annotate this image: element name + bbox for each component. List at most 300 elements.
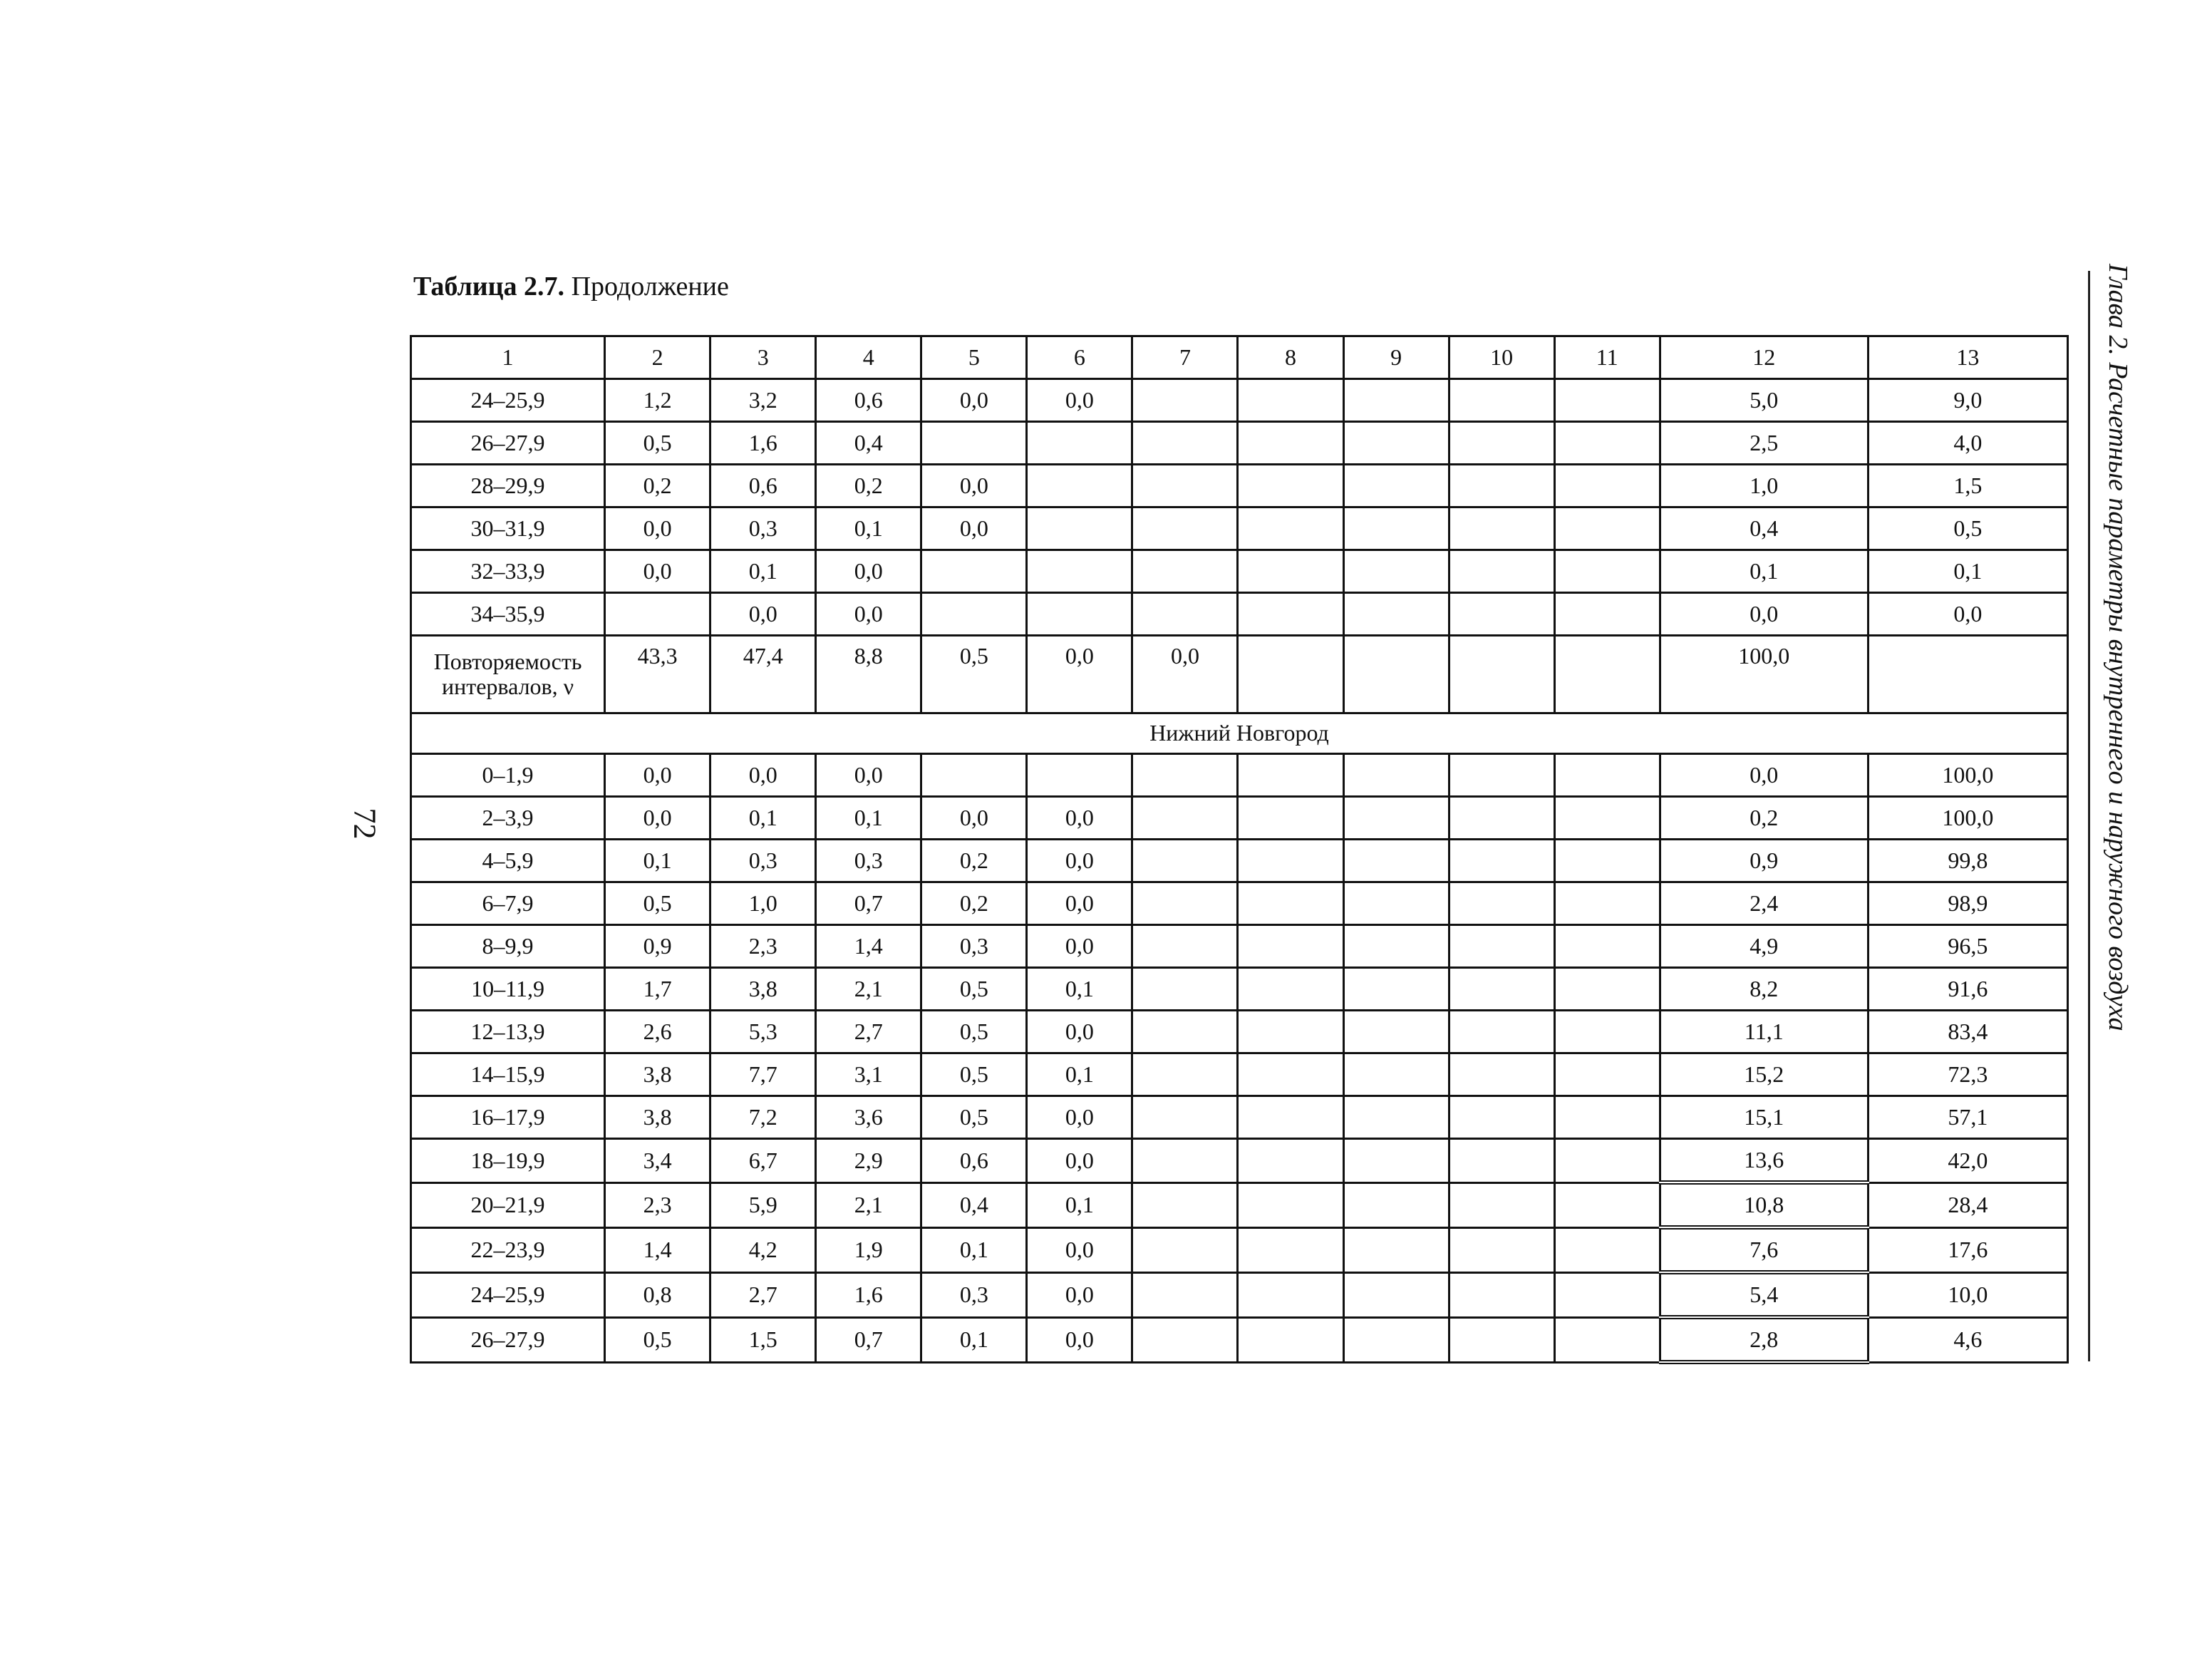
table-cell-col-5: 0,4 — [921, 1182, 1027, 1227]
header-row — [411, 336, 2068, 379]
row-label-cell: 20–21,9 — [411, 1182, 605, 1227]
table-cell-col-2: 0,1 — [605, 840, 710, 882]
table-row — [411, 1272, 2068, 1317]
table-cell-col-6: 0,1 — [1027, 1053, 1132, 1096]
table-cell-col-10 — [1449, 968, 1554, 1011]
table-cell-col-11 — [1554, 636, 1660, 713]
table-row — [411, 1011, 2068, 1053]
chapter-rule — [2088, 271, 2090, 1361]
table-cell-col-10 — [1449, 507, 1554, 550]
table-cell-col-6: 0,0 — [1027, 882, 1132, 925]
row-label-cell: 14–15,9 — [411, 1053, 605, 1096]
table-cell-col-2: 1,2 — [605, 379, 710, 422]
table-cell-col-12: 0,9 — [1660, 840, 1868, 882]
table-cell-col-13: 4,0 — [1868, 422, 2067, 465]
table-cell-col-4: 3,6 — [816, 1096, 921, 1139]
table-cell-col-6 — [1027, 465, 1132, 507]
table-cell-col-12: 13,6 — [1660, 1139, 1868, 1183]
table-cell-col-8 — [1238, 1096, 1343, 1139]
table-cell-col-8 — [1238, 1182, 1343, 1227]
table-cell-col-6: 0,0 — [1027, 1317, 1132, 1362]
table-row — [411, 882, 2068, 925]
table-row — [411, 797, 2068, 840]
table-cell-col-8 — [1238, 1227, 1343, 1272]
table-cell-col-4: 4 — [816, 336, 921, 379]
table-cell-col-6 — [1027, 422, 1132, 465]
table-cell-col-13: 1,5 — [1868, 465, 2067, 507]
table-cell-col-11 — [1554, 797, 1660, 840]
row-label-cell: 8–9,9 — [411, 925, 605, 968]
table-cell-col-6: 0,0 — [1027, 1139, 1132, 1183]
table-cell-col-5: 0,5 — [921, 1096, 1027, 1139]
table-cell-col-3: 47,4 — [710, 636, 816, 713]
table-row — [411, 422, 2068, 465]
table-cell-col-7 — [1132, 1317, 1238, 1362]
table-cell-col-5: 0,3 — [921, 1272, 1027, 1317]
table-cell-col-9 — [1343, 1011, 1449, 1053]
table-cell-col-11 — [1554, 593, 1660, 636]
table-cell-col-7 — [1132, 593, 1238, 636]
table-cell-col-2: 3,8 — [605, 1053, 710, 1096]
table-cell-col-11 — [1554, 925, 1660, 968]
table-cell-col-2: 3,8 — [605, 1096, 710, 1139]
table-cell-col-4: 1,4 — [816, 925, 921, 968]
table-cell-col-11 — [1554, 422, 1660, 465]
table-cell-col-3: 3,2 — [710, 379, 816, 422]
table-continuation: Продолжение — [571, 272, 729, 301]
table-cell-col-9 — [1343, 1182, 1449, 1227]
table-cell-col-3: 2,7 — [710, 1272, 816, 1317]
table-cell-col-11 — [1554, 465, 1660, 507]
table-cell-col-12: 15,1 — [1660, 1096, 1868, 1139]
table-cell-col-11 — [1554, 1139, 1660, 1183]
table-cell-col-10 — [1449, 1139, 1554, 1183]
table-cell-col-13: 91,6 — [1868, 968, 2067, 1011]
table-cell-col-10 — [1449, 636, 1554, 713]
table-cell-col-9 — [1343, 1317, 1449, 1362]
table-cell-col-2: 0,2 — [605, 465, 710, 507]
table-cell-col-9 — [1343, 593, 1449, 636]
table-cell-col-9 — [1343, 968, 1449, 1011]
table-cell-col-5: 0,0 — [921, 507, 1027, 550]
table-cell-col-5: 0,2 — [921, 840, 1027, 882]
table-cell-col-4: 0,0 — [816, 550, 921, 593]
table-cell-col-12: 100,0 — [1660, 636, 1868, 713]
table-cell-col-12: 15,2 — [1660, 1053, 1868, 1096]
table-row — [411, 593, 2068, 636]
table-cell-col-2: 0,5 — [605, 1317, 710, 1362]
table-cell-col-9 — [1343, 507, 1449, 550]
chapter-title: Глава 2. Расчетные параметры внутреннего и наружного воздуха — [2103, 264, 2133, 1031]
table-row — [411, 1139, 2068, 1183]
table-cell-col-6: 0,0 — [1027, 379, 1132, 422]
table-cell-col-7 — [1132, 754, 1238, 797]
table-cell-col-13: 28,4 — [1868, 1182, 2067, 1227]
table-cell-col-3: 5,9 — [710, 1182, 816, 1227]
table-cell-col-11 — [1554, 1272, 1660, 1317]
table-cell-col-2: 0,5 — [605, 882, 710, 925]
table-cell-col-11 — [1554, 1317, 1660, 1362]
table-cell-col-7 — [1132, 1182, 1238, 1227]
row-label-cell: 16–17,9 — [411, 1096, 605, 1139]
table-cell-col-4: 1,6 — [816, 1272, 921, 1317]
table-row — [411, 1182, 2068, 1227]
table-cell-col-8 — [1238, 882, 1343, 925]
table-row — [411, 1317, 2068, 1362]
table-cell-col-11 — [1554, 840, 1660, 882]
table-cell-col-12: 5,0 — [1660, 379, 1868, 422]
row-label-cell: 2–3,9 — [411, 797, 605, 840]
table-cell-col-12: 2,5 — [1660, 422, 1868, 465]
table-cell-col-10 — [1449, 1317, 1554, 1362]
table-cell-col-5: 0,0 — [921, 797, 1027, 840]
table-cell-col-3: 6,7 — [710, 1139, 816, 1183]
table-cell-col-12: 11,1 — [1660, 1011, 1868, 1053]
table-cell-col-4: 2,9 — [816, 1139, 921, 1183]
table-cell-col-8 — [1238, 1317, 1343, 1362]
row-label-cell: 28–29,9 — [411, 465, 605, 507]
table-cell-col-11 — [1554, 968, 1660, 1011]
table-cell-col-8 — [1238, 1011, 1343, 1053]
table-cell-col-3: 0,1 — [710, 797, 816, 840]
table-cell-col-5: 0,6 — [921, 1139, 1027, 1183]
table-cell-col-10 — [1449, 1096, 1554, 1139]
table-cell-col-12: 12 — [1660, 336, 1868, 379]
table-cell-col-3: 5,3 — [710, 1011, 816, 1053]
table-row — [411, 925, 2068, 968]
table-cell-col-4: 0,1 — [816, 797, 921, 840]
table-cell-col-9 — [1343, 1227, 1449, 1272]
table-cell-col-10 — [1449, 840, 1554, 882]
table-cell-col-7 — [1132, 1053, 1238, 1096]
row-label-cell: 12–13,9 — [411, 1011, 605, 1053]
row-label-cell: 0–1,9 — [411, 754, 605, 797]
row-label-cell: 26–27,9 — [411, 1317, 605, 1362]
row-label-cell: Повторяемость интервалов, ν — [411, 636, 605, 713]
table-cell-col-11 — [1554, 1053, 1660, 1096]
table-cell-col-4: 0,7 — [816, 1317, 921, 1362]
table-cell-col-3: 1,5 — [710, 1317, 816, 1362]
table-cell-col-13: 42,0 — [1868, 1139, 2067, 1183]
table-cell-col-11 — [1554, 1011, 1660, 1053]
table-cell-col-8 — [1238, 968, 1343, 1011]
table-cell-col-4: 2,7 — [816, 1011, 921, 1053]
table-cell-col-12: 0,0 — [1660, 754, 1868, 797]
table-cell-col-6: 0,0 — [1027, 797, 1132, 840]
table-cell-col-12: 1,0 — [1660, 465, 1868, 507]
table-cell-col-3: 0,3 — [710, 507, 816, 550]
table-cell-col-11 — [1554, 1096, 1660, 1139]
table-row — [411, 507, 2068, 550]
table-row — [411, 968, 2068, 1011]
table-cell-col-12: 10,8 — [1660, 1182, 1868, 1227]
table-cell-col-9 — [1343, 925, 1449, 968]
table-cell-col-5: 0,0 — [921, 379, 1027, 422]
row-label-cell: 6–7,9 — [411, 882, 605, 925]
table-cell-col-6: 0,0 — [1027, 1096, 1132, 1139]
data-table — [410, 335, 2069, 1364]
table-cell-col-2: 0,0 — [605, 507, 710, 550]
table-cell-col-12: 7,6 — [1660, 1227, 1868, 1272]
table-cell-col-2: 3,4 — [605, 1139, 710, 1183]
table-row — [411, 754, 2068, 797]
table-cell-col-10 — [1449, 1011, 1554, 1053]
table-cell-col-9 — [1343, 550, 1449, 593]
table-cell-col-8 — [1238, 1272, 1343, 1317]
table-cell-col-10 — [1449, 1053, 1554, 1096]
table-cell-col-5: 0,0 — [921, 465, 1027, 507]
table-cell-col-10 — [1449, 379, 1554, 422]
row-label-cell: 32–33,9 — [411, 550, 605, 593]
table-cell-col-2: 2,6 — [605, 1011, 710, 1053]
table-cell-col-9 — [1343, 1053, 1449, 1096]
table-cell-col-3: 0,0 — [710, 754, 816, 797]
table-cell-col-13: 9,0 — [1868, 379, 2067, 422]
table-cell-col-4: 0,3 — [816, 840, 921, 882]
table-cell-col-7 — [1132, 1227, 1238, 1272]
table-cell-col-10 — [1449, 550, 1554, 593]
table-cell-col-7 — [1132, 882, 1238, 925]
table-cell-col-2: 2,3 — [605, 1182, 710, 1227]
section-label: Нижний Новгород — [411, 713, 2068, 754]
table-cell-col-10 — [1449, 1182, 1554, 1227]
table-cell-col-13: 96,5 — [1868, 925, 2067, 968]
table-cell-col-7 — [1132, 379, 1238, 422]
table-cell-col-10 — [1449, 1227, 1554, 1272]
table-cell-col-8 — [1238, 550, 1343, 593]
table-cell-col-13: 0,1 — [1868, 550, 2067, 593]
table-cell-col-4: 0,2 — [816, 465, 921, 507]
table-cell-col-2: 2 — [605, 336, 710, 379]
table-cell-col-12: 2,4 — [1660, 882, 1868, 925]
table-cell-col-8 — [1238, 925, 1343, 968]
table-cell-col-6: 0,0 — [1027, 840, 1132, 882]
table-cell-col-11 — [1554, 379, 1660, 422]
row-label-cell: 24–25,9 — [411, 1272, 605, 1317]
table-cell-col-7 — [1132, 507, 1238, 550]
table-cell-col-8 — [1238, 840, 1343, 882]
table-cell-col-7 — [1132, 1011, 1238, 1053]
table-cell-col-8 — [1238, 754, 1343, 797]
table-cell-col-4: 2,1 — [816, 968, 921, 1011]
table-cell-col-3: 3,8 — [710, 968, 816, 1011]
table-row — [411, 1053, 2068, 1096]
table-cell-col-4: 2,1 — [816, 1182, 921, 1227]
table-cell-col-9 — [1343, 636, 1449, 713]
table-cell-col-12: 0,0 — [1660, 593, 1868, 636]
table-cell-col-11 — [1554, 754, 1660, 797]
table-row — [411, 550, 2068, 593]
table-cell-col-12: 8,2 — [1660, 968, 1868, 1011]
table-cell-col-3: 4,2 — [710, 1227, 816, 1272]
table-cell-col-9 — [1343, 882, 1449, 925]
table-cell-col-3: 0,6 — [710, 465, 816, 507]
table-cell-col-4: 8,8 — [816, 636, 921, 713]
table-cell-col-3: 0,3 — [710, 840, 816, 882]
table-row — [411, 465, 2068, 507]
table-cell-col-5: 0,2 — [921, 882, 1027, 925]
table-cell-col-2: 1,7 — [605, 968, 710, 1011]
table-cell-col-4: 0,1 — [816, 507, 921, 550]
table-cell-col-4: 0,6 — [816, 379, 921, 422]
table-cell-col-6: 0,0 — [1027, 1272, 1132, 1317]
table-cell-col-7 — [1132, 550, 1238, 593]
table-cell-col-13: 4,6 — [1868, 1317, 2067, 1362]
table-cell-col-6: 0,1 — [1027, 1182, 1132, 1227]
table-cell-col-13: 98,9 — [1868, 882, 2067, 925]
table-cell-col-13: 57,1 — [1868, 1096, 2067, 1139]
table-cell-col-5 — [921, 593, 1027, 636]
table-cell-col-5 — [921, 754, 1027, 797]
row-label-cell: 1 — [411, 336, 605, 379]
table-row — [411, 379, 2068, 422]
table-cell-col-5 — [921, 550, 1027, 593]
table-cell-col-5: 0,5 — [921, 636, 1027, 713]
section-row — [411, 713, 2068, 754]
table-cell-col-5: 0,5 — [921, 1053, 1027, 1096]
table-cell-col-4: 0,4 — [816, 422, 921, 465]
table-cell-col-12: 4,9 — [1660, 925, 1868, 968]
table-cell-col-4: 0,7 — [816, 882, 921, 925]
table-cell-col-8 — [1238, 1139, 1343, 1183]
table-cell-col-2: 43,3 — [605, 636, 710, 713]
table-cell-col-3: 7,2 — [710, 1096, 816, 1139]
table-cell-col-9: 9 — [1343, 336, 1449, 379]
table-cell-col-7 — [1132, 1139, 1238, 1183]
table-cell-col-13: 83,4 — [1868, 1011, 2067, 1053]
table-cell-col-5: 0,5 — [921, 968, 1027, 1011]
table-cell-col-6 — [1027, 550, 1132, 593]
table-cell-col-7 — [1132, 925, 1238, 968]
table-cell-col-6 — [1027, 754, 1132, 797]
table-cell-col-11 — [1554, 882, 1660, 925]
table-cell-col-3: 7,7 — [710, 1053, 816, 1096]
table-cell-col-10 — [1449, 754, 1554, 797]
table-cell-col-3: 1,6 — [710, 422, 816, 465]
table-cell-col-13: 99,8 — [1868, 840, 2067, 882]
table-cell-col-8 — [1238, 507, 1343, 550]
table-cell-col-8 — [1238, 465, 1343, 507]
table-cell-col-5: 0,1 — [921, 1317, 1027, 1362]
table-cell-col-9 — [1343, 379, 1449, 422]
table-row — [411, 1227, 2068, 1272]
row-label-cell: 26–27,9 — [411, 422, 605, 465]
row-label-cell: 10–11,9 — [411, 968, 605, 1011]
table-cell-col-9 — [1343, 1096, 1449, 1139]
table-cell-col-8 — [1238, 636, 1343, 713]
table-cell-col-11 — [1554, 1182, 1660, 1227]
table-cell-col-13: 72,3 — [1868, 1053, 2067, 1096]
table-cell-col-4: 0,0 — [816, 593, 921, 636]
table-cell-col-7 — [1132, 1272, 1238, 1317]
table-cell-col-5: 0,3 — [921, 925, 1027, 968]
table-cell-col-6: 6 — [1027, 336, 1132, 379]
table-cell-col-6: 0,0 — [1027, 636, 1132, 713]
table-cell-col-9 — [1343, 422, 1449, 465]
table-cell-col-4: 1,9 — [816, 1227, 921, 1272]
table-cell-col-8 — [1238, 1053, 1343, 1096]
table-cell-col-6 — [1027, 593, 1132, 636]
table-number: Таблица 2.7. — [413, 272, 565, 301]
table-cell-col-13: 13 — [1868, 336, 2067, 379]
table-cell-col-2: 0,5 — [605, 422, 710, 465]
table-cell-col-9 — [1343, 1139, 1449, 1183]
table-cell-col-8: 8 — [1238, 336, 1343, 379]
table-cell-col-13 — [1868, 636, 2067, 713]
table-row — [411, 1096, 2068, 1139]
table-cell-col-13: 100,0 — [1868, 797, 2067, 840]
table-cell-col-3: 0,0 — [710, 593, 816, 636]
row-label-cell: 4–5,9 — [411, 840, 605, 882]
table-cell-col-9 — [1343, 1272, 1449, 1317]
table-cell-col-11 — [1554, 507, 1660, 550]
table-cell-col-13: 17,6 — [1868, 1227, 2067, 1272]
table-cell-col-6 — [1027, 507, 1132, 550]
table-cell-col-9 — [1343, 465, 1449, 507]
row-label-cell: 18–19,9 — [411, 1139, 605, 1183]
table-cell-col-12: 0,1 — [1660, 550, 1868, 593]
table-cell-col-11 — [1554, 550, 1660, 593]
table-cell-col-7: 0,0 — [1132, 636, 1238, 713]
table-cell-col-5 — [921, 422, 1027, 465]
table-cell-col-7: 7 — [1132, 336, 1238, 379]
table-cell-col-3: 3 — [710, 336, 816, 379]
table-cell-col-5: 0,5 — [921, 1011, 1027, 1053]
table-cell-col-2: 0,9 — [605, 925, 710, 968]
row-label-cell: 22–23,9 — [411, 1227, 605, 1272]
table-cell-col-3: 2,3 — [710, 925, 816, 968]
repeat-row — [411, 636, 2068, 713]
table-cell-col-8 — [1238, 797, 1343, 840]
row-label-cell: 30–31,9 — [411, 507, 605, 550]
table-cell-col-7 — [1132, 797, 1238, 840]
table-cell-col-6: 0,1 — [1027, 968, 1132, 1011]
table-cell-col-4: 3,1 — [816, 1053, 921, 1096]
table-cell-col-10 — [1449, 1272, 1554, 1317]
table-cell-col-12: 0,2 — [1660, 797, 1868, 840]
table-title — [413, 271, 729, 302]
row-label-cell: 24–25,9 — [411, 379, 605, 422]
table-cell-col-3: 1,0 — [710, 882, 816, 925]
table-cell-col-13: 0,0 — [1868, 593, 2067, 636]
table-cell-col-9 — [1343, 754, 1449, 797]
table-cell-col-13: 10,0 — [1868, 1272, 2067, 1317]
table-cell-col-2: 0,0 — [605, 754, 710, 797]
table-cell-col-8 — [1238, 379, 1343, 422]
table-cell-col-10 — [1449, 422, 1554, 465]
table-cell-col-9 — [1343, 840, 1449, 882]
table-cell-col-2: 0,0 — [605, 797, 710, 840]
table-cell-col-10 — [1449, 465, 1554, 507]
page-number: 72 — [347, 808, 383, 840]
table-cell-col-10 — [1449, 925, 1554, 968]
table-cell-col-10 — [1449, 593, 1554, 636]
table-cell-col-12: 0,4 — [1660, 507, 1868, 550]
table-cell-col-2: 0,0 — [605, 550, 710, 593]
table-cell-col-7 — [1132, 1096, 1238, 1139]
table-cell-col-6: 0,0 — [1027, 1011, 1132, 1053]
table-cell-col-2: 1,4 — [605, 1227, 710, 1272]
table-cell-col-7 — [1132, 422, 1238, 465]
table-cell-col-12: 2,8 — [1660, 1317, 1868, 1362]
table-cell-col-11 — [1554, 1227, 1660, 1272]
table-cell-col-2 — [605, 593, 710, 636]
row-label-cell: 34–35,9 — [411, 593, 605, 636]
table-cell-col-6: 0,0 — [1027, 1227, 1132, 1272]
table-cell-col-13: 0,5 — [1868, 507, 2067, 550]
table-cell-col-4: 0,0 — [816, 754, 921, 797]
table-cell-col-10 — [1449, 797, 1554, 840]
